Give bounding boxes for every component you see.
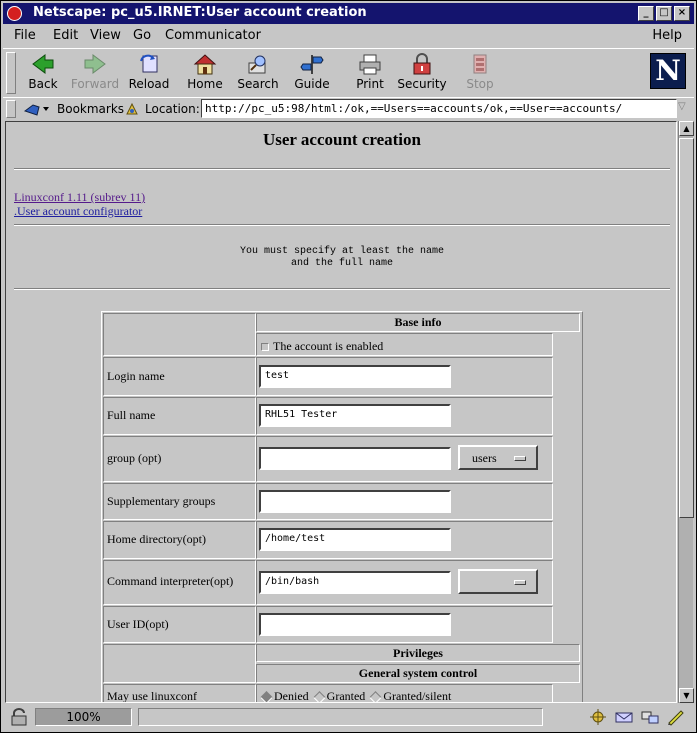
menu-help[interactable]: Help [652, 28, 682, 43]
empty-cell [103, 313, 256, 356]
location-url-input[interactable]: http://pc_u5:98/html:/ok,==Users==accounts/ok,==User==accounts/ [201, 99, 677, 118]
bookmarks-label[interactable]: Bookmarks [57, 102, 125, 116]
radio-granted-silent-label: Granted/silent [383, 689, 452, 703]
menu-file[interactable]: File [14, 28, 36, 43]
forward-button[interactable] [67, 51, 123, 95]
discussion-groups-icon[interactable] [640, 708, 660, 726]
bookmarks-icon[interactable] [23, 101, 53, 117]
login-name-label: Login name [103, 357, 256, 396]
print-button[interactable] [342, 51, 398, 95]
guide-button[interactable] [284, 51, 340, 95]
user-id-cell [256, 606, 553, 643]
account-configurator-link[interactable]: .User account configurator [14, 204, 143, 218]
account-enabled-checkbox[interactable] [261, 343, 269, 351]
login-name-input[interactable]: test [259, 365, 451, 388]
netscape-n-logo[interactable]: N [650, 53, 686, 89]
home-directory-label: Home directory(opt) [103, 521, 256, 559]
menu-go[interactable]: Go [133, 28, 152, 43]
command-interpreter-cell [256, 560, 553, 605]
radio-denied-label: Denied [274, 689, 309, 703]
print-icon [358, 53, 382, 75]
stop-icon [468, 53, 492, 75]
menu-bar [3, 25, 694, 47]
group-cell [256, 436, 553, 482]
search-button[interactable] [230, 51, 286, 95]
security-label: Security [397, 77, 447, 91]
error-message-line: You must specify at least the name [239, 246, 445, 257]
home-directory-input[interactable]: /home/test [259, 528, 451, 551]
menu-edit[interactable]: Edit [53, 28, 79, 43]
linuxconf-permission-radios [256, 684, 553, 703]
scroll-thumb[interactable] [679, 138, 694, 518]
group-input[interactable] [259, 447, 451, 470]
page-viewport[interactable] [5, 121, 677, 703]
menu-communicator[interactable]: Communicator [165, 28, 261, 43]
command-interpreter-input[interactable]: /bin/bash [259, 571, 451, 594]
home-label: Home [187, 77, 223, 91]
radio-denied[interactable] [259, 689, 309, 703]
forward-label: Forward [70, 77, 120, 91]
mail-icon[interactable] [614, 708, 634, 726]
group-select[interactable] [458, 445, 538, 470]
search-label: Search [237, 77, 279, 91]
stop-label: Stop [466, 77, 494, 91]
home-icon [193, 53, 217, 75]
scroll-down-arrow-icon[interactable]: ▼ [679, 688, 694, 703]
option-menu-indicator-icon [514, 580, 526, 585]
maximize-button[interactable]: □ [656, 6, 672, 21]
reload-button[interactable] [121, 51, 177, 95]
back-button[interactable] [15, 51, 71, 95]
option-menu-indicator-icon [514, 456, 526, 461]
radio-granted-label: Granted [326, 689, 366, 703]
stop-button[interactable] [452, 51, 508, 95]
supplementary-groups-label: Supplementary groups [103, 483, 256, 520]
composer-icon[interactable] [666, 708, 686, 726]
print-label: Print [356, 77, 384, 91]
scroll-up-arrow-icon[interactable]: ▲ [679, 121, 694, 136]
login-name-cell [256, 357, 553, 396]
home-directory-cell [256, 521, 553, 559]
zoom-level: 100% [35, 708, 132, 726]
may-use-linuxconf-label: May use linuxconf [103, 684, 256, 703]
group-select-value: users [472, 451, 497, 465]
menu-view[interactable]: View [90, 28, 121, 43]
empty-cell [103, 644, 256, 683]
guide-icon [300, 53, 324, 75]
page-proxy-icon[interactable] [124, 101, 140, 117]
base-info-heading: Base info [256, 313, 580, 332]
full-name-label: Full name [103, 397, 256, 435]
divider [14, 288, 670, 290]
back-label: Back [28, 77, 58, 91]
vertical-scrollbar[interactable] [678, 121, 693, 703]
security-button[interactable] [394, 51, 450, 95]
search-icon [246, 53, 270, 75]
divider [14, 224, 670, 226]
location-dropdown-icon[interactable]: ▽ [678, 101, 686, 112]
location-label: Location: [145, 102, 200, 116]
radio-granted[interactable] [312, 689, 366, 703]
location-toolbar-grip[interactable] [6, 100, 16, 118]
user-id-label: User ID(opt) [103, 606, 256, 643]
linuxconf-version-link[interactable]: Linuxconf 1.11 (subrev 11) [14, 190, 146, 204]
radio-granted-silent-indicator[interactable] [369, 691, 382, 703]
minimize-button[interactable]: _ [638, 6, 654, 21]
group-label: group (opt) [103, 436, 256, 482]
command-interpreter-select[interactable] [458, 569, 538, 594]
close-button[interactable]: × [674, 6, 690, 21]
account-form [101, 311, 583, 703]
divider [14, 168, 670, 170]
full-name-input[interactable]: RHL51 Tester [259, 404, 451, 427]
security-status-icon[interactable] [9, 708, 29, 726]
full-name-cell [256, 397, 553, 435]
location-toolbar [3, 97, 694, 119]
security-lock-icon [410, 53, 434, 75]
supplementary-groups-input[interactable] [259, 490, 451, 513]
status-bar [3, 705, 694, 729]
guide-label: Guide [294, 77, 330, 91]
forward-arrow-icon [83, 53, 107, 75]
netscape-app-icon[interactable] [7, 6, 22, 21]
radio-granted-indicator[interactable] [313, 691, 326, 703]
account-enabled-label: The account is enabled [273, 339, 384, 353]
home-button[interactable] [177, 51, 233, 95]
back-arrow-icon [31, 53, 55, 75]
radio-denied-indicator[interactable] [260, 691, 273, 703]
reload-icon [137, 53, 161, 75]
status-message [138, 708, 543, 726]
error-message-line: and the full name [290, 258, 394, 269]
page-title: User account creation [262, 130, 421, 149]
supplementary-groups-cell [256, 483, 553, 520]
account-enabled-row[interactable] [256, 333, 553, 356]
navigator-icon[interactable] [588, 708, 608, 726]
user-id-input[interactable] [259, 613, 451, 636]
privileges-heading: Privileges [256, 644, 580, 662]
reload-label: Reload [128, 77, 170, 91]
command-interpreter-label: Command interpreter(opt) [103, 560, 256, 605]
title-bar[interactable] [3, 3, 694, 24]
radio-granted-silent[interactable] [368, 689, 451, 703]
general-system-control-heading: General system control [256, 664, 580, 683]
window-title: Netscape: pc_u5.IRNET:User account creation [33, 5, 367, 20]
navigation-toolbar [3, 48, 694, 96]
